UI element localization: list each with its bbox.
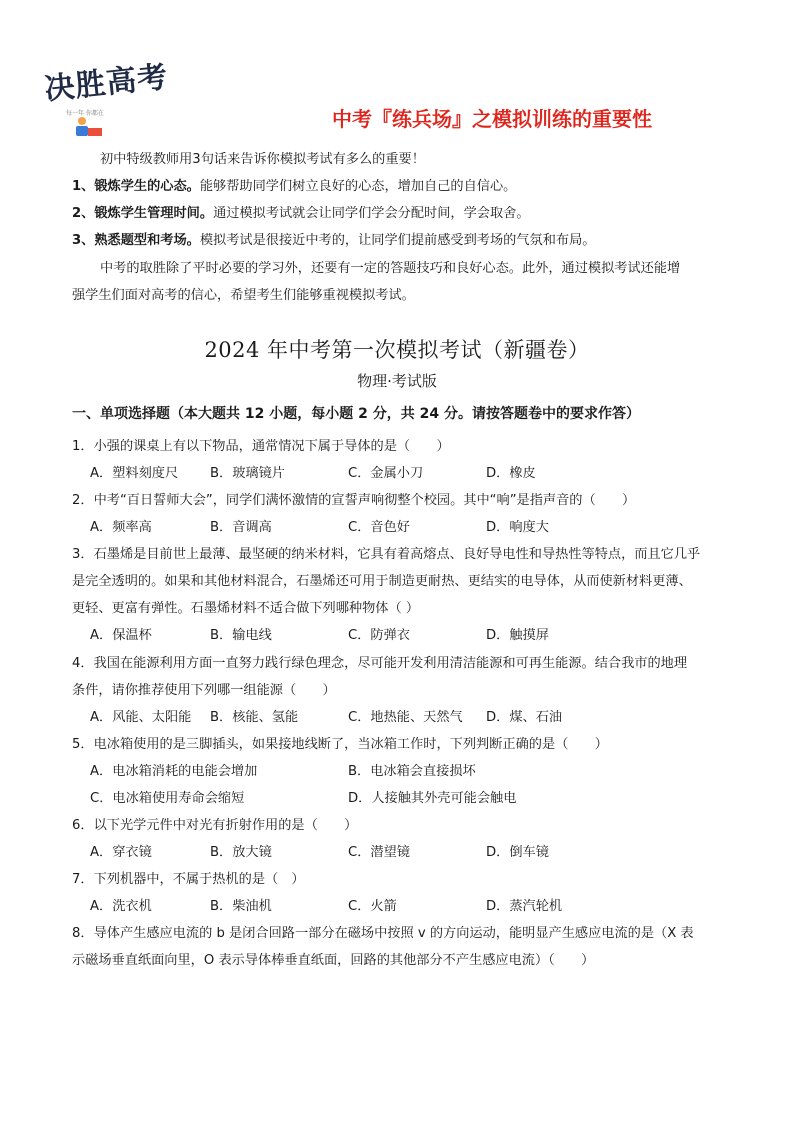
q7-option-b: B．柴油机 (210, 899, 272, 914)
promo-point-1: 1、锻炼学生的心态。能够帮助同学们树立良好的心态，增加自己的自信心。 (72, 179, 517, 194)
q5-option-b: B．电冰箱会直接损坏 (348, 764, 476, 779)
q4-option-b: B．核能、氢能 (210, 710, 299, 725)
question-7: 7．下列机器中，不属于热机的是（ ） (72, 872, 305, 887)
q1-option-b: B．玻璃镜片 (210, 466, 285, 481)
question-4-line-2: 条件，请你推荐使用下列哪一组能源（ ） (72, 683, 336, 698)
q2-option-d: D．响度大 (486, 520, 549, 535)
question-5: 5．电冰箱使用的是三脚插头，如果接地线断了，当冰箱工作时，下列判断正确的是（ ） (72, 737, 608, 752)
question-2: 2．中考“百日誓师大会”，同学们满怀激情的宣誓声响彻整个校园。其中“响”是指声音的（ ） (72, 493, 636, 508)
q1-option-d: D．橡皮 (486, 466, 536, 481)
q5-option-c: C．电冰箱使用寿命会缩短 (90, 791, 245, 806)
q5-option-a: A．电冰箱消耗的电能会增加 (90, 764, 258, 779)
q3-option-c: C．防弹衣 (348, 628, 410, 643)
promo-point-3: 3、熟悉题型和考场。模拟考试是很接近中考的，让同学们提前感受到考场的气氛和布局。 (72, 233, 596, 248)
promo-title: 中考『练兵场』之模拟训练的重要性 (332, 107, 652, 131)
exam-subtitle: 物理·考试版 (357, 372, 437, 390)
q7-option-c: C．火箭 (348, 899, 397, 914)
promo-intro: 初中特级教师用3句话来告诉你模拟考试有多么的重要！ (100, 152, 425, 167)
question-3-line-2: 是完全透明的。如果和其他材料混合，石墨烯还可用于制造更耐热、更结实的电导体，从而使新材料更薄、 (72, 574, 692, 589)
q4-option-a: A．风能、太阳能 (90, 710, 192, 725)
q1-option-c: C．金属小刀 (348, 466, 424, 481)
question-3-line-3: 更轻、更富有弹性。石墨烯材料不适合做下列哪种物体（ ） (72, 601, 420, 616)
promo-closing-line-1: 中考的取胜除了平时必要的学习外，还要有一定的答题技巧和良好心态。此外，通过模拟考试还能增 (100, 261, 681, 276)
question-4-line-1: 4．我国在能源利用方面一直努力践行绿色理念，尽可能开发利用清洁能源和可再生能源。结合我市的地理 (72, 656, 688, 671)
promo-closing-line-2: 强学生们面对高考的信心，希望考生们能够重视模拟考试。 (72, 288, 415, 303)
q4-option-c: C．地热能、天然气 (348, 710, 463, 725)
q7-option-a: A．洗衣机 (90, 899, 152, 914)
q6-option-b: B．放大镜 (210, 845, 272, 860)
section-heading: 一、单项选择题（本大题共 12 小题，每小题 2 分，共 24 分。请按答题卷中的要求作答） (72, 406, 640, 422)
q7-option-d: D．蒸汽轮机 (486, 899, 563, 914)
q4-option-d: D．煤、石油 (486, 710, 563, 725)
exam-title: 2024 年中考第一次模拟考试（新疆卷） (204, 338, 590, 362)
promo-point-2: 2、锻炼学生管理时间。通过模拟考试就会让同学们学会分配时间，学会取舍。 (72, 206, 530, 221)
q5-option-d: D．人接触其外壳可能会触电 (348, 791, 517, 806)
q1-option-a: A．塑料刻度尺 (90, 466, 179, 481)
q6-option-d: D．倒车镜 (486, 845, 549, 860)
q2-option-a: A．频率高 (90, 520, 152, 535)
question-1: 1．小强的课桌上有以下物品，通常情况下属于导体的是（ ） (72, 439, 450, 454)
q2-option-c: C．音色好 (348, 520, 410, 535)
q3-option-a: A．保温杯 (90, 628, 152, 643)
q2-option-b: B．音调高 (210, 520, 272, 535)
question-8-line-1: 8．导体产生感应电流的 b 是闭合回路一部分在磁场中按照 v 的方向运动，能明显产生感应电流的是（X 表 (72, 926, 694, 941)
question-3-line-1: 3．石墨烯是目前世上最薄、最坚硬的纳米材料，它具有着高熔点、良好导电性和导热性等特点，而且它几乎 (72, 547, 701, 562)
q3-option-d: D．触摸屏 (486, 628, 549, 643)
logo-subtext: 每一年 你都在 (66, 110, 104, 117)
q6-option-a: A．穿衣镜 (90, 845, 152, 860)
logo-text: 决胜高考 (42, 59, 170, 108)
question-8-line-2: 示磁场垂直纸面向里，O 表示导体棒垂直纸面，回路的其他部分不产生感应电流）（ ） (72, 953, 595, 968)
q3-option-b: B．输电线 (210, 628, 272, 643)
q6-option-c: C．潜望镜 (348, 845, 410, 860)
question-6: 6．以下光学元件中对光有折射作用的是（ ） (72, 818, 358, 833)
